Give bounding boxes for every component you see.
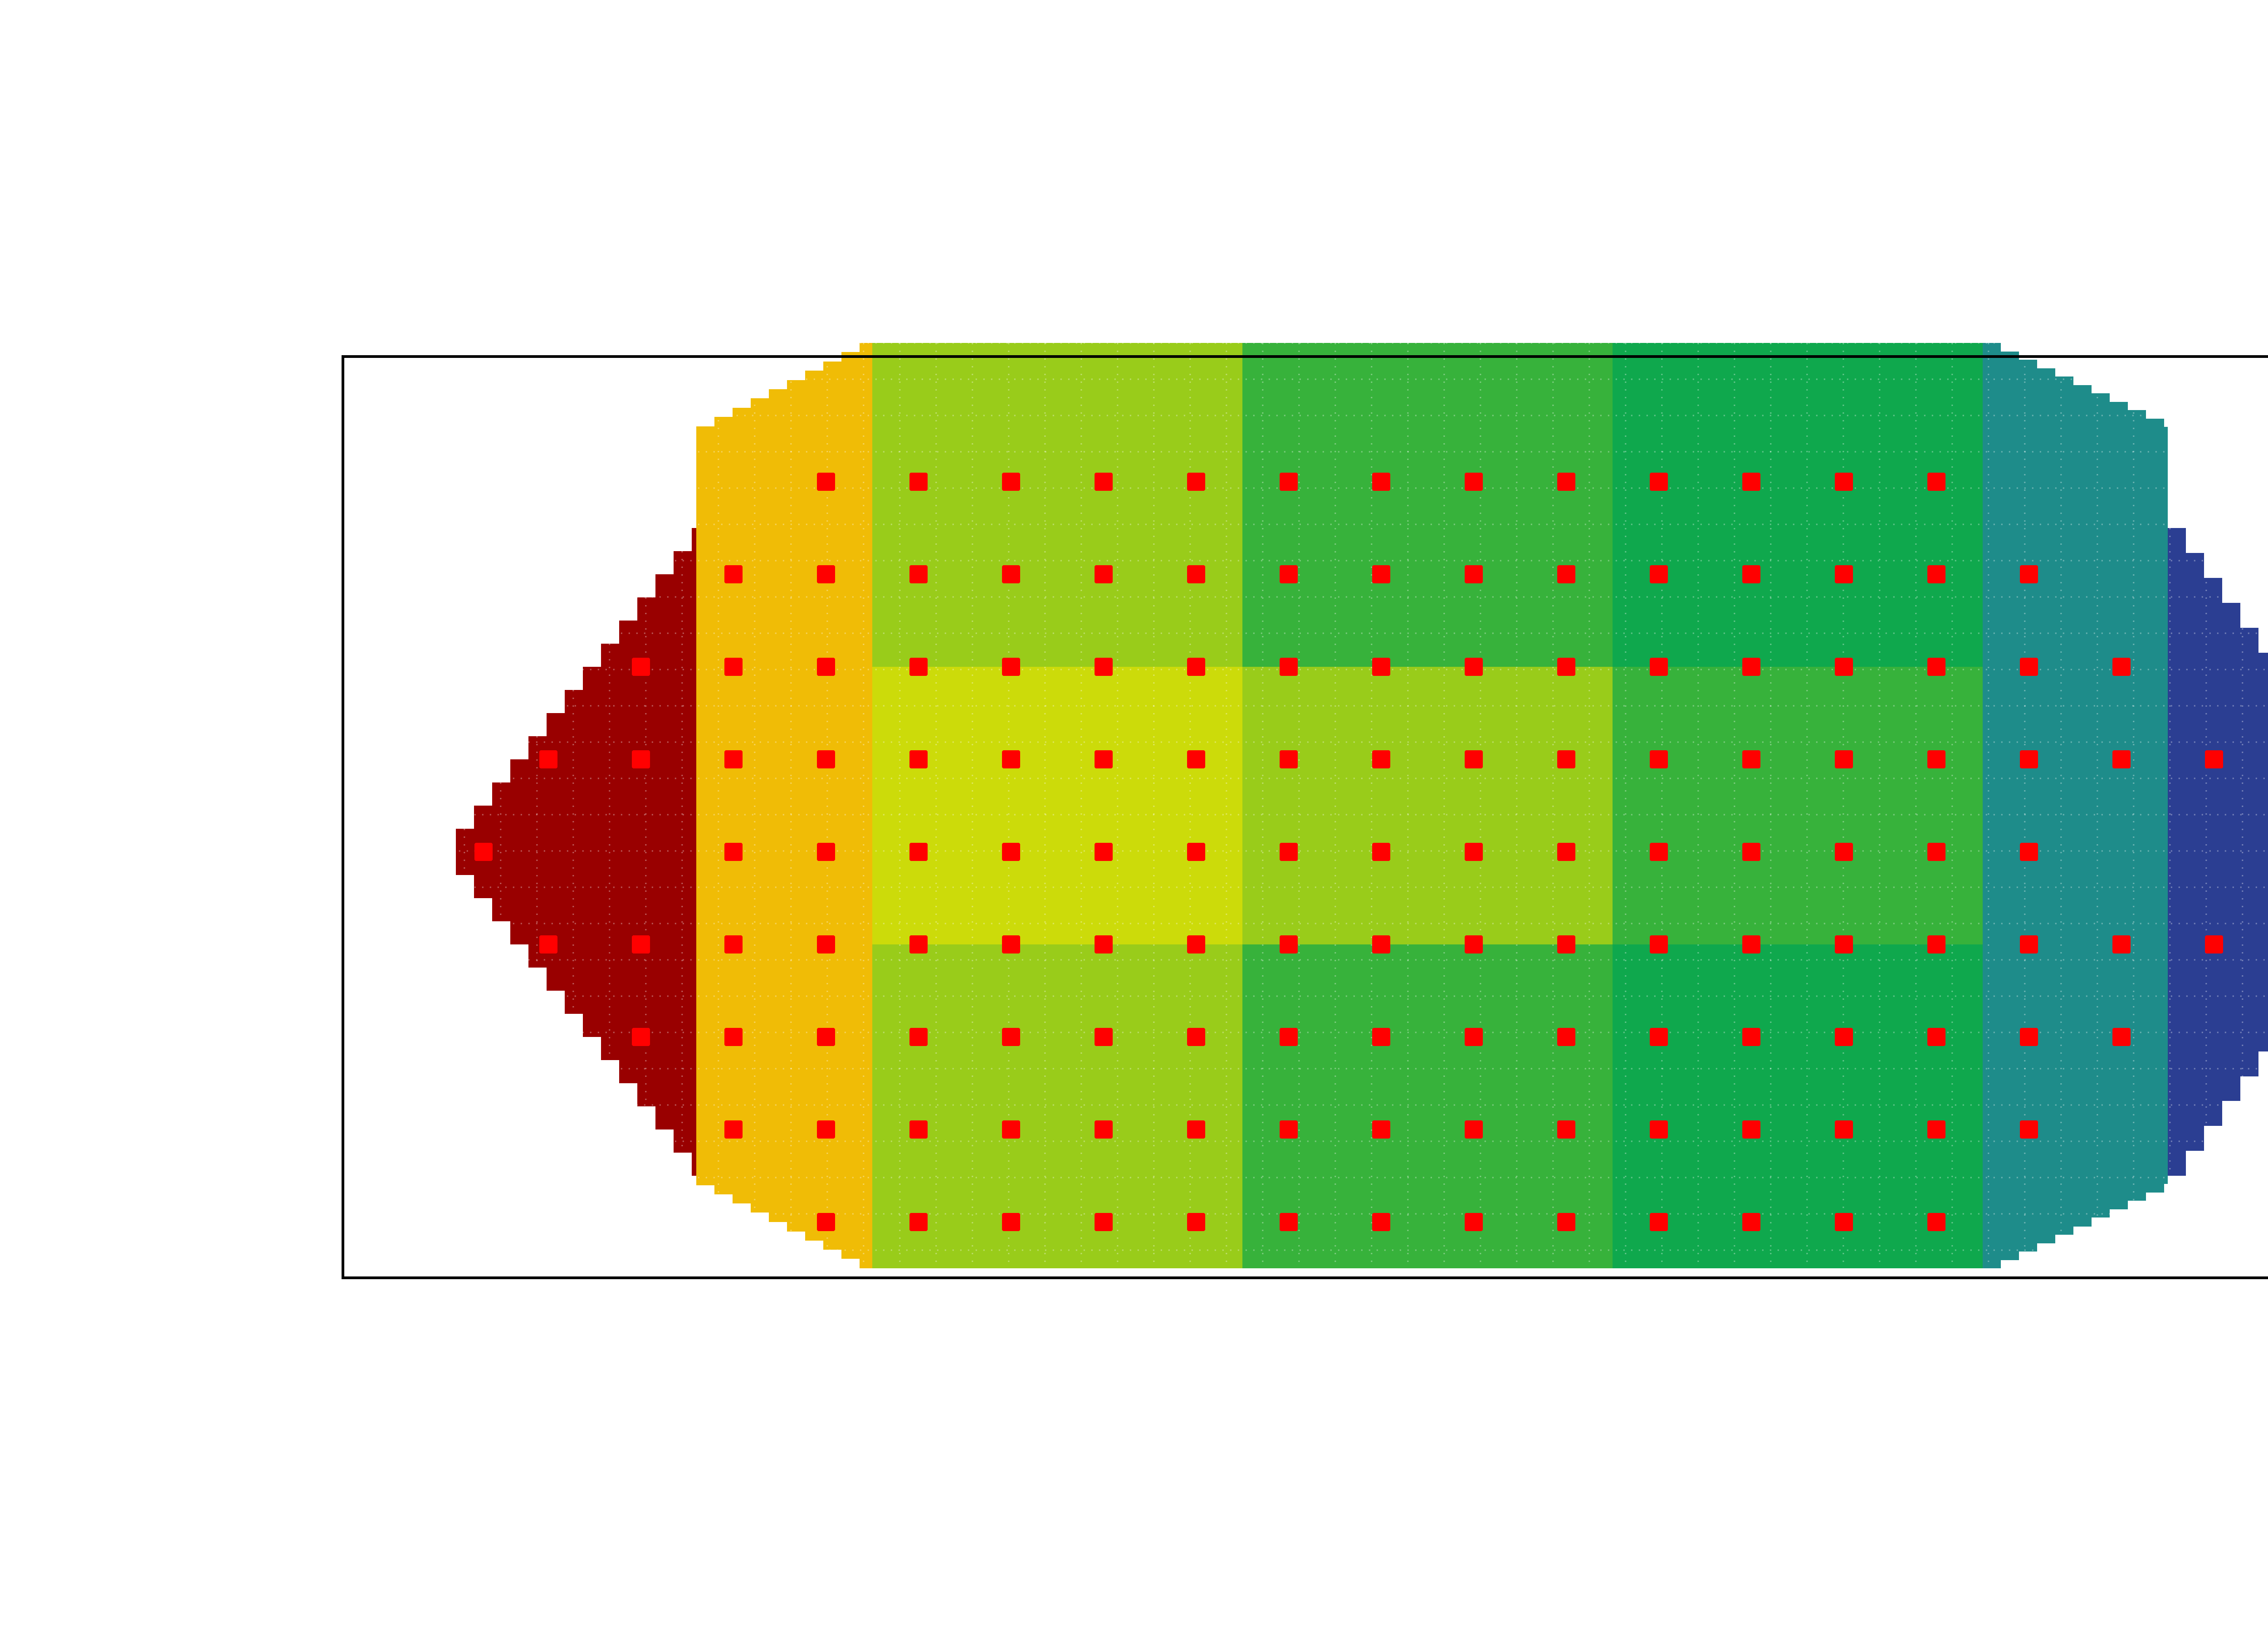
marker-point — [817, 658, 835, 676]
heatmap-cell — [583, 667, 601, 1037]
region-block-c-center — [1242, 667, 1613, 944]
marker-point — [1095, 473, 1113, 491]
marker-point — [1557, 935, 1575, 953]
marker-point — [1835, 1213, 1853, 1231]
marker-point — [909, 750, 928, 768]
marker-point — [1927, 565, 1945, 583]
marker-point — [632, 750, 650, 768]
marker-point — [1557, 565, 1575, 583]
marker-point — [2020, 935, 2038, 953]
marker-point — [1742, 658, 1760, 676]
heatmap-cell — [1242, 944, 1613, 1268]
region-left-taper — [696, 343, 872, 1268]
marker-point — [632, 1028, 650, 1046]
marker-point — [1372, 843, 1390, 861]
marker-point — [1835, 843, 1853, 861]
marker-point — [474, 843, 493, 861]
marker-point — [1187, 565, 1205, 583]
heatmap-cell — [510, 759, 528, 944]
marker-point — [1187, 473, 1205, 491]
marker-point — [2205, 935, 2223, 953]
marker-point — [1835, 1120, 1853, 1139]
marker-point — [1557, 1028, 1575, 1046]
region-block-f-top — [1613, 343, 1983, 667]
heatmap-cell — [1613, 944, 1983, 1268]
region-block-e-bottom — [1242, 944, 1613, 1268]
marker-point — [2020, 565, 2038, 583]
region-block-f-bottom — [1613, 944, 1983, 1268]
marker-point — [1465, 565, 1483, 583]
marker-point — [1095, 658, 1113, 676]
heatmap-cell — [872, 343, 1242, 667]
marker-point — [1835, 1028, 1853, 1046]
heatmap-cell — [2019, 360, 2037, 1252]
marker-point — [1650, 1028, 1668, 1046]
marker-point — [1650, 843, 1668, 861]
marker-point — [1280, 1213, 1298, 1231]
marker-point — [1835, 935, 1853, 953]
marker-point — [1002, 565, 1020, 583]
marker-point — [1280, 473, 1298, 491]
marker-point — [1742, 935, 1760, 953]
marker-point — [1280, 658, 1298, 676]
marker-point — [817, 1028, 835, 1046]
marker-point — [1465, 750, 1483, 768]
heatmap-cell — [2186, 553, 2204, 1151]
heatmap-cell — [2073, 385, 2092, 1227]
marker-point — [1465, 843, 1483, 861]
marker-point — [1557, 843, 1575, 861]
marker-point — [1372, 750, 1390, 768]
marker-point — [1557, 1120, 1575, 1139]
marker-point — [1650, 1120, 1668, 1139]
marker-point — [2112, 750, 2131, 768]
marker-point — [1465, 658, 1483, 676]
heatmap-cell — [860, 343, 872, 1268]
marker-point — [1280, 565, 1298, 583]
marker-point — [1465, 935, 1483, 953]
marker-point — [1927, 1028, 1945, 1046]
marker-point — [817, 843, 835, 861]
heatmap-cell — [2092, 393, 2110, 1217]
marker-point — [1002, 935, 1020, 953]
marker-point — [1835, 473, 1853, 491]
marker-point — [909, 935, 928, 953]
heatmap-cell — [769, 389, 787, 1222]
marker-point — [1742, 1028, 1760, 1046]
heatmap-cell — [1242, 343, 1613, 667]
region-block-e-top — [1242, 343, 1613, 667]
marker-point — [817, 565, 835, 583]
marker-point — [1002, 658, 1020, 676]
marker-point — [632, 935, 650, 953]
marker-point — [1280, 1028, 1298, 1046]
heatmap-cell — [2037, 368, 2055, 1243]
heatmap-cell — [2110, 402, 2128, 1209]
marker-point — [1465, 1213, 1483, 1231]
heatmap-cell — [1242, 667, 1613, 944]
marker-point — [1650, 658, 1668, 676]
marker-point — [1557, 1213, 1575, 1231]
marker-point — [1650, 750, 1668, 768]
heatmap-cell — [2146, 419, 2164, 1193]
marker-point — [909, 1028, 928, 1046]
heatmap-cell — [696, 426, 714, 1185]
marker-point — [1927, 658, 1945, 676]
marker-point — [1835, 750, 1853, 768]
marker-point — [1557, 473, 1575, 491]
heatmap-cell — [872, 667, 1242, 944]
heatmap-cell — [841, 352, 860, 1259]
marker-point — [1742, 473, 1760, 491]
marker-point — [539, 750, 557, 768]
marker-point — [1187, 658, 1205, 676]
heatmap-cell — [1613, 667, 1983, 944]
marker-point — [909, 1120, 928, 1139]
marker-point — [724, 1120, 743, 1139]
marker-point — [1650, 1213, 1668, 1231]
marker-point — [2112, 1028, 2131, 1046]
marker-point — [724, 935, 743, 953]
region-right-taper — [1983, 343, 2168, 1268]
marker-point — [1002, 1028, 1020, 1046]
marker-point — [1187, 1120, 1205, 1139]
marker-point — [1002, 473, 1020, 491]
marker-point — [1187, 935, 1205, 953]
heatmap-cell — [1983, 343, 2001, 1268]
marker-point — [1095, 565, 1113, 583]
marker-point — [1557, 658, 1575, 676]
marker-point — [1372, 1120, 1390, 1139]
marker-point — [1095, 935, 1113, 953]
marker-point — [1280, 750, 1298, 768]
heatmap-cell — [2055, 376, 2073, 1235]
marker-point — [1095, 750, 1113, 768]
marker-point — [1187, 1028, 1205, 1046]
marker-point — [817, 1213, 835, 1231]
marker-point — [2020, 1120, 2038, 1139]
marker-point — [724, 843, 743, 861]
marker-point — [1095, 843, 1113, 861]
marker-point — [2020, 1028, 2038, 1046]
marker-point — [539, 935, 557, 953]
marker-point — [1927, 935, 1945, 953]
heatmap-cell — [2164, 427, 2168, 1184]
heatmap-cell — [787, 380, 805, 1232]
heatmap-cell — [733, 408, 751, 1203]
marker-point — [1650, 473, 1668, 491]
marker-point — [1650, 565, 1668, 583]
marker-point — [2020, 843, 2038, 861]
marker-point — [909, 565, 928, 583]
region-block-d-center — [872, 667, 1242, 944]
marker-point — [817, 473, 835, 491]
marker-point — [724, 750, 743, 768]
heatmap-cell — [2222, 603, 2240, 1101]
marker-point — [1002, 750, 1020, 768]
marker-point — [1372, 658, 1390, 676]
marker-point — [1095, 1120, 1113, 1139]
marker-point — [817, 1120, 835, 1139]
heatmap-cell — [872, 944, 1242, 1268]
marker-point — [909, 843, 928, 861]
marker-point — [1187, 1213, 1205, 1231]
region-block-e-center — [1613, 667, 1983, 944]
marker-point — [1835, 565, 1853, 583]
marker-point — [1927, 1213, 1945, 1231]
heatmap-cell — [805, 371, 823, 1241]
marker-point — [1927, 750, 1945, 768]
region-block-c-bottom — [872, 944, 1242, 1268]
heatmap-cell — [2258, 653, 2268, 1051]
marker-point — [909, 658, 928, 676]
marker-point — [1465, 1120, 1483, 1139]
marker-point — [2205, 750, 2223, 768]
heatmap-cell — [692, 528, 696, 1176]
marker-point — [1927, 473, 1945, 491]
marker-point — [632, 658, 650, 676]
marker-point — [724, 1028, 743, 1046]
marker-point — [1927, 843, 1945, 861]
region-block-c-top — [872, 343, 1242, 667]
marker-point — [1742, 1213, 1760, 1231]
marker-point — [909, 473, 928, 491]
marker-point — [1742, 750, 1760, 768]
marker-point — [1280, 843, 1298, 861]
marker-point — [2112, 935, 2131, 953]
marker-point — [2020, 658, 2038, 676]
marker-point — [1187, 750, 1205, 768]
marker-point — [1095, 1213, 1113, 1231]
marker-point — [1372, 1028, 1390, 1046]
heatmap-cell — [619, 621, 637, 1083]
heatmap-cell — [2128, 410, 2146, 1201]
marker-point — [2112, 658, 2131, 676]
marker-point — [1742, 1120, 1760, 1139]
marker-point — [724, 565, 743, 583]
marker-point — [1280, 1120, 1298, 1139]
marker-point — [724, 658, 743, 676]
heatmap-cell — [714, 417, 733, 1194]
marker-point — [1372, 473, 1390, 491]
marker-point — [1742, 843, 1760, 861]
marker-point — [1095, 1028, 1113, 1046]
marker-point — [1372, 1213, 1390, 1231]
marker-point — [817, 750, 835, 768]
marker-point — [1002, 843, 1020, 861]
marker-point — [1002, 1213, 1020, 1231]
marker-point — [1187, 843, 1205, 861]
marker-point — [2020, 750, 2038, 768]
heatmap-cell — [823, 362, 841, 1250]
marker-point — [1927, 1120, 1945, 1139]
marker-point — [909, 1213, 928, 1231]
marker-point — [1280, 935, 1298, 953]
heatmap-cell — [1613, 343, 1983, 667]
marker-point — [1557, 750, 1575, 768]
marker-point — [1465, 473, 1483, 491]
marker-point — [817, 935, 835, 953]
marker-point — [1465, 1028, 1483, 1046]
marker-point — [1835, 658, 1853, 676]
marker-point — [1650, 935, 1668, 953]
heatmap-cell — [751, 398, 769, 1213]
heatmap-cell — [655, 574, 674, 1129]
marker-point — [1372, 565, 1390, 583]
marker-point — [1372, 935, 1390, 953]
marker-point — [1742, 565, 1760, 583]
marker-point — [1002, 1120, 1020, 1139]
